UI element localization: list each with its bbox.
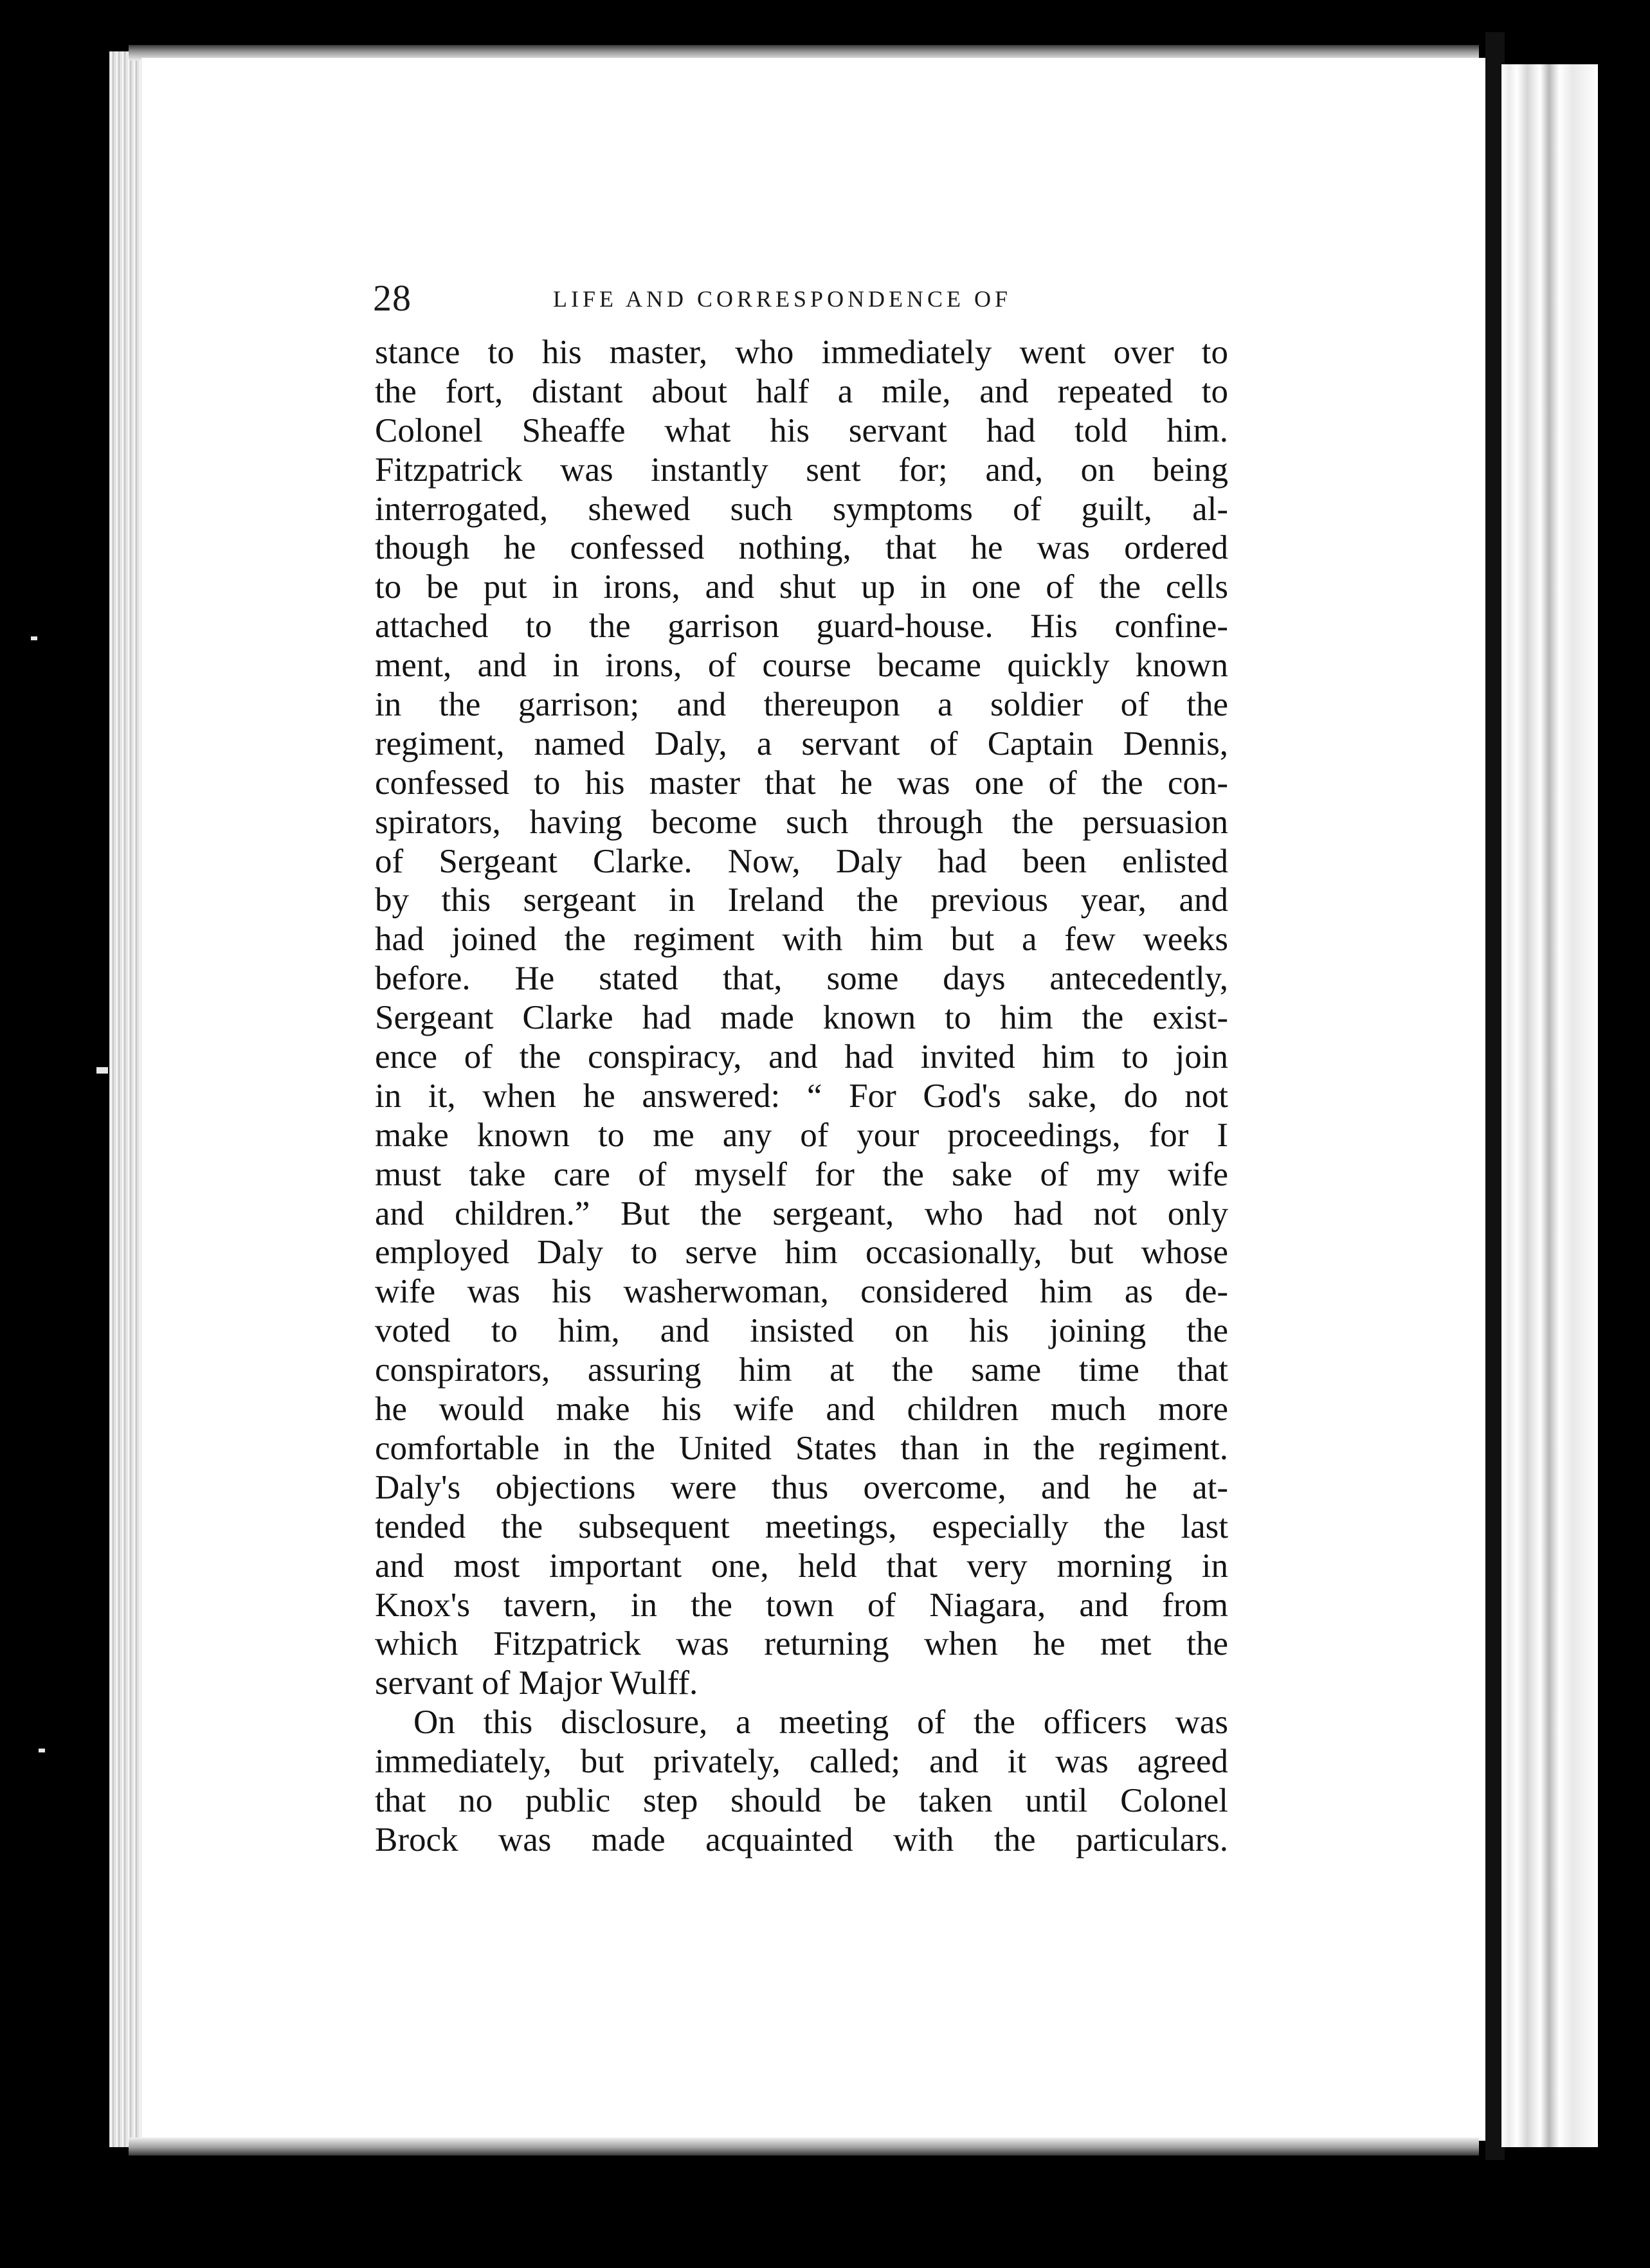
text-line: conspirators, assuring him at the same time that xyxy=(375,1351,1228,1389)
text-line: in the garrison; and thereupon a soldier of the xyxy=(375,686,1228,724)
scan-speck xyxy=(39,1749,45,1752)
text-line: tended the subsequent meetings, especially the last xyxy=(375,1508,1228,1545)
text-line: had joined the regiment with him but a few weeks xyxy=(375,921,1228,959)
text-line: in it, when he answered: “ For God's sake, do not xyxy=(375,1077,1228,1115)
text-line: which Fitzpatrick was returning when he met the xyxy=(375,1625,1228,1663)
facing-page-edge xyxy=(1501,64,1598,2147)
text-line: ment, and in irons, of course became quickly known xyxy=(375,647,1228,685)
text-line: regiment, named Daly, a servant of Captain Dennis, xyxy=(375,724,1228,762)
text-line: though he confessed nothing, that he was ordered xyxy=(375,529,1228,567)
text-line: Colonel Sheaffe what his servant had told him. xyxy=(375,411,1228,449)
text-line: he would make his wife and children much more xyxy=(375,1390,1228,1428)
text-line: voted to him, and insisted on his joining the xyxy=(375,1312,1228,1350)
text-line: of Sergeant Clarke. Now, Daly had been enlisted xyxy=(375,842,1228,880)
body-text xyxy=(375,333,1228,1860)
text-line: spirators, having become such through the persuasion xyxy=(375,803,1228,841)
text-line: attached to the garrison guard-house. His confine- xyxy=(375,608,1228,645)
text-line: to be put in irons, and shut up in one of the cells xyxy=(375,568,1228,606)
scan-speck xyxy=(31,636,37,640)
text-line: Fitzpatrick was instantly sent for; and, on being xyxy=(375,451,1228,489)
scan-speck xyxy=(96,1067,108,1074)
text-line: stance to his master, who immediately went over to xyxy=(375,334,1228,371)
text-line: Daly's objections were thus overcome, and he at- xyxy=(375,1468,1228,1506)
text-line: comfortable in the United States than in the regiment. xyxy=(375,1429,1228,1467)
text-line: ence of the conspiracy, and had invited him to join xyxy=(375,1038,1228,1076)
text-line: Knox's tavern, in the town of Niagara, and from xyxy=(375,1586,1228,1624)
text-line: Sergeant Clarke had made known to him the exist- xyxy=(375,999,1228,1037)
text-line: confessed to his master that he was one of the con- xyxy=(375,764,1228,802)
text-line: interrogated, shewed such symptoms of guilt, al- xyxy=(375,490,1228,528)
text-line: employed Daly to serve him occasionally, but whose xyxy=(375,1234,1228,1272)
running-head xyxy=(373,276,1337,321)
text-line: and most important one, held that very morning in xyxy=(375,1547,1228,1585)
text-line: servant of Major Wulff. xyxy=(375,1664,698,1702)
text-line: the fort, distant about half a mile, and repeated to xyxy=(375,372,1228,410)
text-line: immediately, but privately, called; and it was agreed xyxy=(375,1743,1228,1781)
text-line: and children.” But the sergeant, who had not only xyxy=(375,1194,1228,1232)
running-title: LIFE AND CORRESPONDENCE OF xyxy=(553,286,1012,312)
text-line: make known to me any of your proceedings, for I xyxy=(375,1116,1228,1154)
text-line: Brock was made acquainted with the particulars. xyxy=(375,1821,1228,1859)
text-line: by this sergeant in Ireland the previous year, and xyxy=(375,881,1228,919)
page-number: 28 xyxy=(373,277,412,319)
text-line: before. He stated that, some days antecedently, xyxy=(375,960,1228,998)
text-line: that no public step should be taken until Colonel xyxy=(375,1781,1228,1819)
text-line: wife was his washerwoman, considered him as de- xyxy=(375,1273,1228,1311)
text-line: On this disclosure, a meeting of the officers was xyxy=(413,1704,1228,1742)
book-bottom-edge xyxy=(129,2138,1479,2156)
text-line: must take care of myself for the sake of my wife xyxy=(375,1155,1228,1193)
